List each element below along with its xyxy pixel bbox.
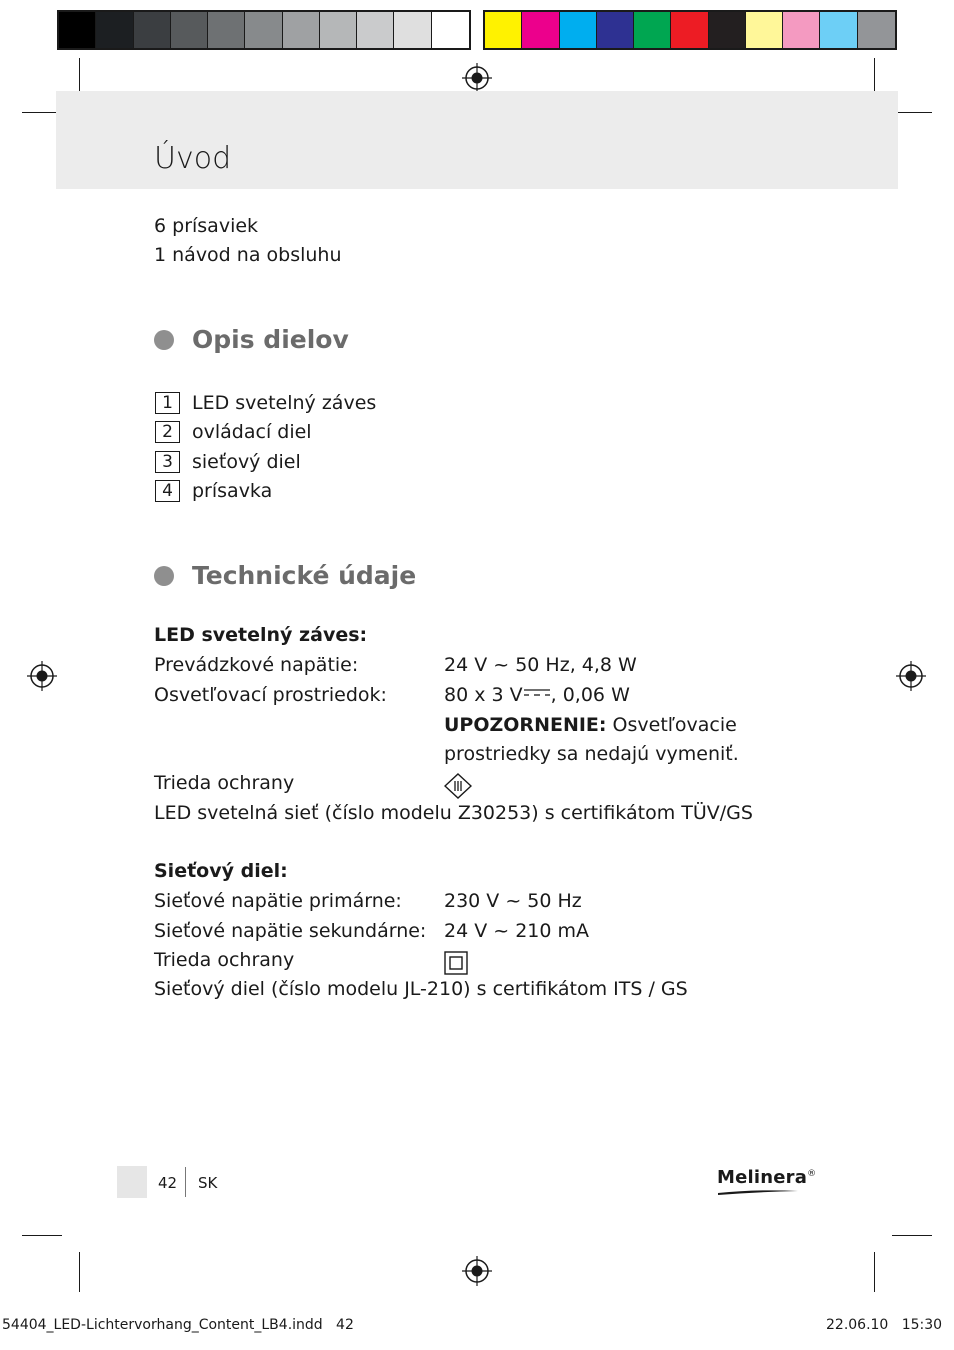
list-item (155, 477, 376, 507)
color-swatch (171, 12, 208, 48)
list-item (155, 447, 376, 477)
part-number: 4 (155, 480, 180, 502)
language-code: SK (198, 1174, 218, 1192)
warning-note (444, 714, 737, 736)
brand-name: Melinera (717, 1167, 808, 1188)
section-heading-text: Technické údaje (192, 561, 417, 590)
spec-label: Trieda ochrany (154, 772, 295, 794)
slug-datetime: 22.06.10 15:30 (826, 1317, 943, 1333)
color-swatch (820, 12, 857, 48)
crop-mark (892, 112, 932, 113)
crop-mark (892, 1235, 932, 1236)
registration-mark-icon (462, 1256, 492, 1286)
color-swatch (746, 12, 783, 48)
color-swatch (858, 12, 895, 48)
color-calibration-bar (483, 10, 897, 50)
protection-class-ii-icon (444, 951, 468, 975)
footer-divider (185, 1167, 186, 1197)
slug-file-info: 54404_LED-Lichtervorhang_Content_LB4.indd 42 (2, 1317, 354, 1333)
color-swatch (59, 12, 96, 48)
list-item (155, 388, 376, 418)
certification-line: Sieťový diel (číslo modelu JL-210) s certifikátom ITS / GS (154, 978, 688, 1000)
bullet-dot-icon (154, 330, 174, 350)
section-heading-parts (154, 325, 349, 354)
color-swatch (522, 12, 559, 48)
page-number: 42 (158, 1174, 178, 1192)
spec-value-lamp (444, 684, 630, 706)
certification-line: LED svetelná sieť (číslo modelu Z30253) s certifikátom TÜV/GS (154, 802, 753, 824)
color-swatch (671, 12, 708, 48)
color-swatch (283, 12, 320, 48)
intro-line: 6 prísaviek (154, 215, 259, 237)
subheading-psu: Sieťový diel: (154, 860, 288, 882)
subheading-led: LED svetelný záves: (154, 624, 368, 646)
spec-label: Osvetľovací prostriedok: (154, 684, 387, 706)
part-number: 2 (155, 421, 180, 443)
part-label: ovládací diel (192, 421, 312, 444)
part-number: 1 (155, 392, 180, 414)
registration-mark-icon (27, 661, 57, 691)
spec-value: 230 V ~ 50 Hz (444, 890, 582, 912)
color-swatch (560, 12, 597, 48)
intro-line: 1 návod na obsluhu (154, 244, 342, 266)
registration-mark-icon (462, 63, 492, 93)
registration-mark-icon (896, 661, 926, 691)
color-swatch (485, 12, 522, 48)
spec-label: Sieťové napätie sekundárne: (154, 920, 427, 942)
warning-label: UPOZORNENIE: (444, 714, 607, 736)
color-swatch (208, 12, 245, 48)
brand-swoosh-icon (717, 1189, 799, 1195)
bullet-dot-icon (154, 566, 174, 586)
direct-current-icon (523, 686, 551, 700)
lamp-value-prefix: 80 x 3 V (444, 684, 523, 706)
parts-list (155, 388, 376, 506)
color-swatch (597, 12, 634, 48)
crop-mark (79, 1252, 80, 1292)
list-item (155, 418, 376, 448)
color-swatch (394, 12, 431, 48)
part-label: sieťový diel (192, 450, 301, 473)
color-swatch (709, 12, 746, 48)
color-swatch (320, 12, 357, 48)
color-swatch (783, 12, 820, 48)
lamp-value-suffix: , 0,06 W (550, 684, 630, 706)
footer-marker (117, 1166, 147, 1198)
crop-mark (22, 1235, 62, 1236)
part-number: 3 (155, 451, 180, 473)
crop-mark (874, 1252, 875, 1292)
brand-logo (717, 1167, 816, 1188)
color-swatch (432, 12, 469, 48)
color-swatch (96, 12, 133, 48)
warning-text-line2: prostriedky sa nedajú vymeniť. (444, 743, 739, 765)
brand-registered-mark: ® (807, 1169, 817, 1179)
spec-value: 24 V ~ 50 Hz, 4,8 W (444, 654, 637, 676)
color-swatch (245, 12, 282, 48)
gray-calibration-bar (57, 10, 471, 50)
spec-value: 24 V ~ 210 mA (444, 920, 590, 942)
warning-text: Osvetľovacie (606, 714, 737, 736)
protection-class-iii-icon (444, 773, 472, 799)
part-label: prísavka (192, 480, 273, 503)
part-label: LED svetelný záves (192, 391, 377, 414)
spec-label: Trieda ochrany (154, 949, 295, 971)
spec-label: Sieťové napätie primárne: (154, 890, 402, 912)
color-swatch (357, 12, 394, 48)
page-title: Úvod (154, 141, 232, 176)
spec-label: Prevádzkové napätie: (154, 654, 359, 676)
color-swatch (634, 12, 671, 48)
section-heading-tech (154, 561, 416, 590)
section-heading-text: Opis dielov (192, 325, 349, 354)
color-swatch (134, 12, 171, 48)
